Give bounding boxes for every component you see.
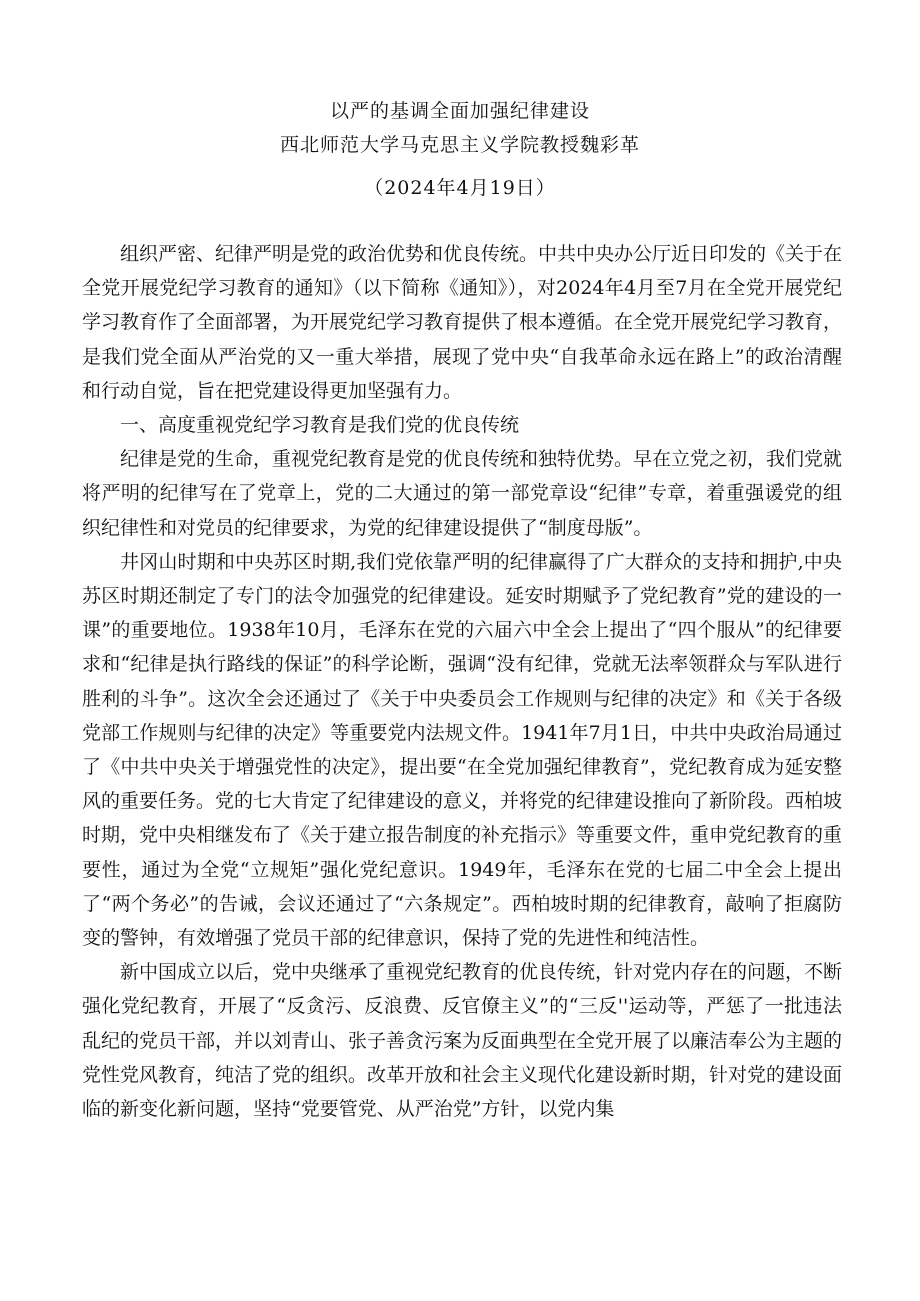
paragraph-history: 井冈山时期和中央苏区时期,我们党依靠严明的纪律赢得了广大群众的支持和拥护,中央苏区时期还制定了专门的法令加强党的纪律建设。延安时期赋予了党纪教育”党的建设的一课”的重要地位。1938年10月，毛泽东在党的六届六中全会上提出了“四个服从”的纪律要求和“纪律是执行路线的保证”的科学论断，强调“没有纪律，党就无法率领群众与军队进行胜利的斗争”。这次全会还通过了《关于中央委员会工作规则与纪律的决定》和《关于各级党部工作规则与纪律的决定》等重要党内法规文件。1941年7月1日，中共中央政治局通过了《中共中央关于增强党性的决定》，提出要“在全党加强纪律教育”，党纪教育成为延安整风的重要任务。党的七大肯定了纪律建设的意义，并将党的纪律建设推向了新阶段。西柏坡时期，党中央相继发布了《关于建立报告制度的补充指示》等重要文件，重申党纪教育的重要性，通过为全党“立规矩”强化党纪意识。1949年，毛泽东在党的七届二中全会上提出了“两个务必”的告诫，会议还通过了“六条规定”。西柏坡时期的纪律教育，敲响了拒腐防变的警钟，有效增强了党员干部的纪律意识，保持了党的先进性和纯洁性。: [82, 550, 843, 950]
document-title: 以严的基调全面加强纪律建设: [329, 100, 590, 122]
date-line: （2024年4月19日）: [364, 177, 556, 199]
document-body: [82, 237, 842, 1126]
paragraph-intro: 组织严密、纪律严明是党的政治优势和优良传统。中共中央办公厅近日印发的《关于在全党开展党纪学习教育的通知》（以下简称《通知》），对2024年4月至7月在全党开展党纪学习教育作了全面部署，为开展党纪学习教育提供了根本遵循。在全党开展党纪学习教育，是我们党全面从严治党的又一重大举措，展现了党中央“自我革命永远在路上”的政治清醒和行动自觉，旨在把党建设得更加坚强有力。: [82, 243, 843, 402]
section-heading: 一、高度重视党纪学习教育是我们党的优良传统: [120, 414, 520, 437]
paragraph-new-china: 新中国成立以后，党中央继承了重视党纪教育的优良传统，针对党内存在的问题，不断强化党纪教育，开展了“反贪污、反浪费、反官僚主义”的“三反''运动等，严惩了一批违法乱纪的党员干部，并以刘青山、张子善贪污案为反面典型在全党开展了以廉洁奉公为主题的党性党风教育，纯洁了党的组织。改革开放和社会主义现代化建设新时期，针对党的建设面临的新变化新问题，坚持“党要管党、从严治党”方针，以党内集: [82, 961, 843, 1121]
paragraph-discipline-life: 纪律是党的生命，重视党纪教育是党的优良传统和独特优势。早在立党之初，我们党就将严明的纪律写在了党章上，党的二大通过的第一部党章设“纪律”专章，着重强谖党的组织纪律性和对党员的纪律要求，为党的纪律建设提供了“制度母版”。: [82, 448, 843, 539]
author-line: 西北师范大学马克思主义学院教授魏彩革: [279, 134, 640, 156]
